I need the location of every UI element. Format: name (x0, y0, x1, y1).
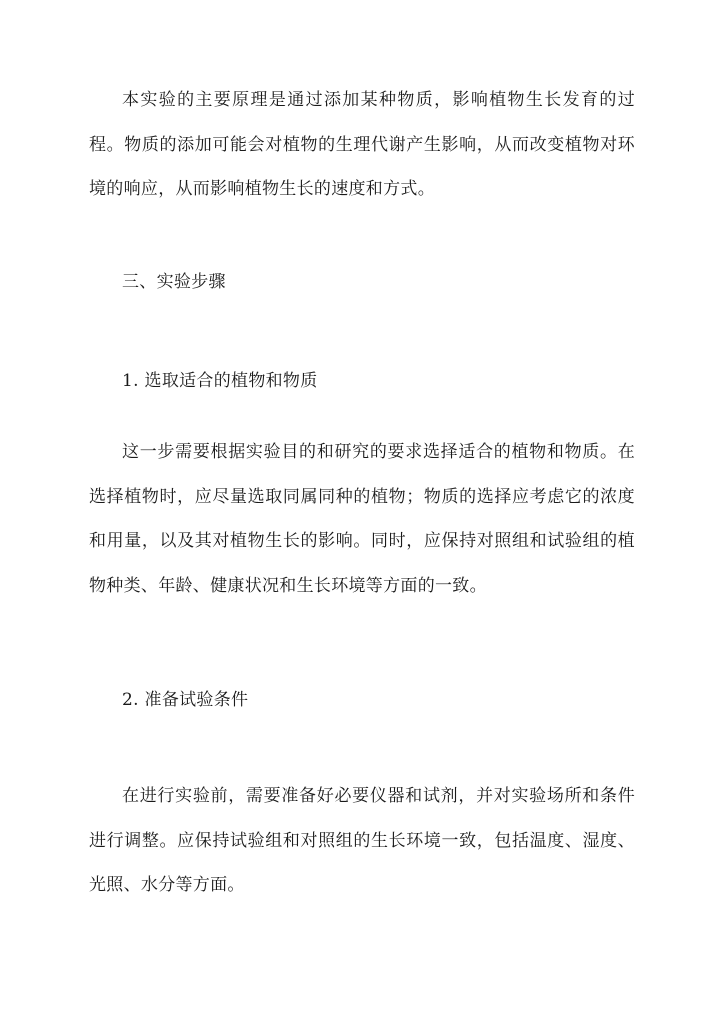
principle-paragraph: 本实验的主要原理是通过添加某种物质，影响植物生长发育的过程。物质的添加可能会对植物的生理代谢产生影响，从而改变植物对环境的响应，从而影响植物生长的速度和方式。 (89, 90, 635, 199)
step-1-heading: 1. 选取适合的植物和物质 (122, 371, 318, 391)
step-2-paragraph: 在进行实验前，需要准备好必要仪器和试剂，并对实验场所和条件进行调整。应保持试验组和对照组的生长环境一致，包括温度、湿度、光照、水分等方面。 (89, 786, 635, 895)
step-2-heading: 2. 准备试验条件 (122, 690, 249, 710)
section-heading-experiment-steps: 三、实验步骤 (122, 272, 226, 292)
step-1-paragraph: 这一步需要根据实验目的和研究的要求选择适合的植物和物质。在选择植物时，应尽量选取同属同种的植物；物质的选择应考虑它的浓度和用量，以及其对植物生长的影响。同时，应保持对照组和试验组的植物种类、年龄、健康状况和生长环境等方面的一致。 (89, 442, 635, 596)
